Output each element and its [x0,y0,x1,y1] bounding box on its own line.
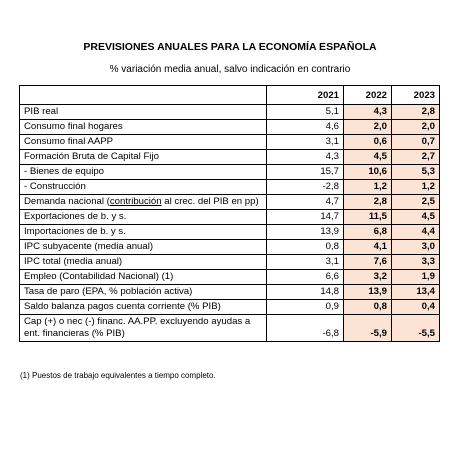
value-2022: 10,6 [344,165,392,180]
value-2022: 4,1 [344,240,392,255]
value-2022: 11,5 [344,210,392,225]
row-label: Consumo final AAPP [20,135,267,150]
value-2021: 14,8 [267,285,344,300]
value-2021: -6,8 [267,315,344,342]
row-label-post: al crec. del PIB en pp) [161,196,259,207]
value-2022: 0,8 [344,300,392,315]
value-2023: 2,7 [392,150,440,165]
table-row [20,105,440,120]
row-label [20,195,267,210]
value-2021: 4,3 [267,150,344,165]
table-row [20,210,440,225]
row-label: IPC total (media anual) [20,255,267,270]
value-2021: 15,7 [267,165,344,180]
value-2021: 3,1 [267,135,344,150]
table-row [20,285,440,300]
value-2022: 4,5 [344,150,392,165]
value-2021: 14,7 [267,210,344,225]
value-2021: 13,9 [267,225,344,240]
table-row [20,270,440,285]
header-2021: 2021 [267,86,344,105]
value-2023: 4,4 [392,225,440,240]
row-label: IPC subyacente (media anual) [20,240,267,255]
value-2022: 6,8 [344,225,392,240]
table-header-row [20,86,440,105]
table-row [20,120,440,135]
value-2021: 6,6 [267,270,344,285]
footnote: (1) Puestos de trabajo equivalentes a tiempo completo. [20,371,216,380]
value-2022: 1,2 [344,180,392,195]
value-2022: 0,6 [344,135,392,150]
table-row [20,165,440,180]
row-label: Importaciones de b. y s. [20,225,267,240]
value-2023: 2,8 [392,105,440,120]
value-2021: 4,7 [267,195,344,210]
table-row [20,300,440,315]
table-row [20,225,440,240]
value-2021: 0,9 [267,300,344,315]
table-row [20,255,440,270]
table-title: PREVISIONES ANUALES PARA LA ECONOMÍA ESPAÑOLA [83,41,377,53]
value-2022: 2,8 [344,195,392,210]
value-2022: -5,9 [344,315,392,342]
value-2022: 2,0 [344,120,392,135]
value-2021: 3,1 [267,255,344,270]
value-2022: 4,3 [344,105,392,120]
table-subtitle: % variación media anual, salvo indicación en contrario [109,64,351,75]
value-2023: 2,5 [392,195,440,210]
header-2022: 2022 [344,86,392,105]
value-2023: -5,5 [392,315,440,342]
value-2022: 13,9 [344,285,392,300]
row-label-pre: Demanda nacional ( [24,196,110,207]
value-2023: 2,0 [392,120,440,135]
value-2023: 1,9 [392,270,440,285]
header-label [20,86,267,105]
row-label: Consumo final hogares [20,120,267,135]
value-2022: 3,2 [344,270,392,285]
value-2023: 4,5 [392,210,440,225]
row-label: - Construcción [20,180,267,195]
row-label: Saldo balanza pagos cuenta corriente (% PIB) [20,300,267,315]
table-row [20,315,440,342]
table-row [20,150,440,165]
table-row [20,240,440,255]
row-label-underlined: contribución [109,196,162,207]
value-2023: 0,4 [392,300,440,315]
table-row [20,135,440,150]
value-2022: 7,6 [344,255,392,270]
value-2021: 4,6 [267,120,344,135]
row-label: Empleo (Contabilidad Nacional) (1) [20,270,267,285]
row-label: Formación Bruta de Capital Fijo [20,150,267,165]
value-2021: 5,1 [267,105,344,120]
row-label: Tasa de paro (EPA, % población activa) [20,285,267,300]
forecast-table [19,85,440,342]
value-2023: 3,0 [392,240,440,255]
row-label: - Bienes de equipo [20,165,267,180]
row-label: PIB real [20,105,267,120]
value-2021: 0,8 [267,240,344,255]
header-2023: 2023 [392,86,440,105]
value-2023: 13,4 [392,285,440,300]
value-2023: 3,3 [392,255,440,270]
value-2023: 5,3 [392,165,440,180]
value-2021: -2,8 [267,180,344,195]
row-label: Cap (+) o nec (-) financ. AA.PP. excluyendo ayudas a ent. financieras (% PIB) [20,315,267,342]
row-label: Exportaciones de b. y s. [20,210,267,225]
value-2023: 1,2 [392,180,440,195]
table-row [20,195,440,210]
value-2023: 0,7 [392,135,440,150]
table-row [20,180,440,195]
